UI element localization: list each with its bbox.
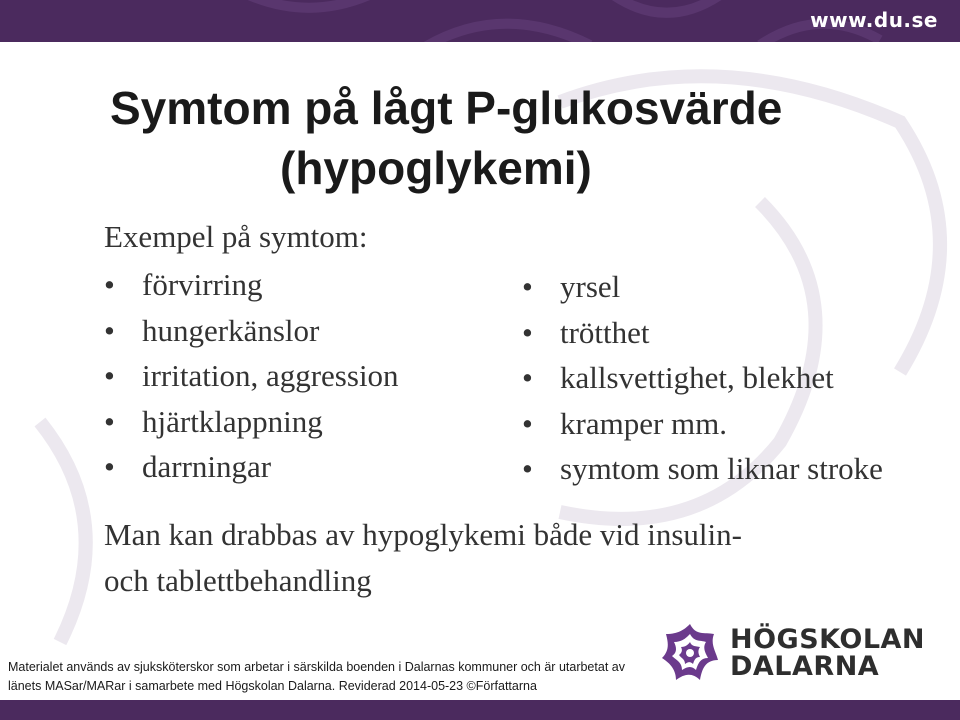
- bullet-icon: •: [522, 360, 533, 395]
- logo-line-1: HÖGSKOLAN: [730, 624, 926, 655]
- symptom-list-left: [104, 262, 399, 490]
- bullet-icon: •: [522, 269, 533, 304]
- bullet-icon: •: [522, 405, 533, 441]
- list-item: • yrsel: [560, 264, 883, 310]
- title-line-1: Symtom på lågt P-glukosvärde: [110, 82, 783, 134]
- bottom-banner: [0, 700, 960, 720]
- intro-text: Exempel på symtom:: [104, 219, 368, 254]
- logo-line-2: DALARNA: [730, 651, 880, 682]
- bullet-icon: •: [104, 358, 115, 393]
- symptom-list-right: [522, 264, 883, 492]
- star-flower-icon: [660, 622, 720, 682]
- list-item: • kallsvettighet, blekhet: [560, 355, 883, 401]
- summary-text: [104, 512, 884, 604]
- list-item: • hjärtklappning: [142, 399, 399, 445]
- logo-wordmark: [730, 626, 925, 680]
- bullet-icon: •: [522, 314, 533, 350]
- footer-note-line-2: länets MASar/MARar i samarbete med Högskolan Dalarna. Reviderad 2014-05-23 ©Författarna: [8, 679, 537, 693]
- title-line-2: (hypoglykemi): [280, 142, 592, 194]
- list-item: • irritation, aggression: [142, 353, 399, 399]
- bullet-icon: •: [104, 403, 115, 439]
- list-item: • trötthet: [560, 310, 883, 356]
- site-url: www.du.se: [810, 8, 938, 32]
- list-item: • hungerkänslor: [142, 308, 399, 354]
- list-item: • förvirring: [142, 262, 399, 308]
- footer-note: [8, 658, 625, 696]
- bullet-icon: •: [104, 267, 115, 302]
- list-item: • darrningar: [142, 444, 399, 490]
- university-logo: [660, 622, 940, 682]
- bullet-icon: •: [104, 312, 115, 348]
- list-item: • symtom som liknar stroke: [560, 446, 883, 492]
- summary-line-1: Man kan drabbas av hypoglykemi både vid insulin-: [104, 517, 742, 552]
- summary-line-2: och tablettbehandling: [104, 563, 372, 598]
- slide-title: [0, 78, 960, 198]
- bullet-icon: •: [522, 451, 533, 486]
- footer-note-line-1: Materialet används av sjuksköterskor som arbetar i särskilda boenden i Dalarnas kommuner och är utarbetat av: [8, 660, 625, 674]
- list-item: • kramper mm.: [560, 401, 883, 447]
- bullet-icon: •: [104, 449, 115, 484]
- top-banner: [0, 0, 960, 42]
